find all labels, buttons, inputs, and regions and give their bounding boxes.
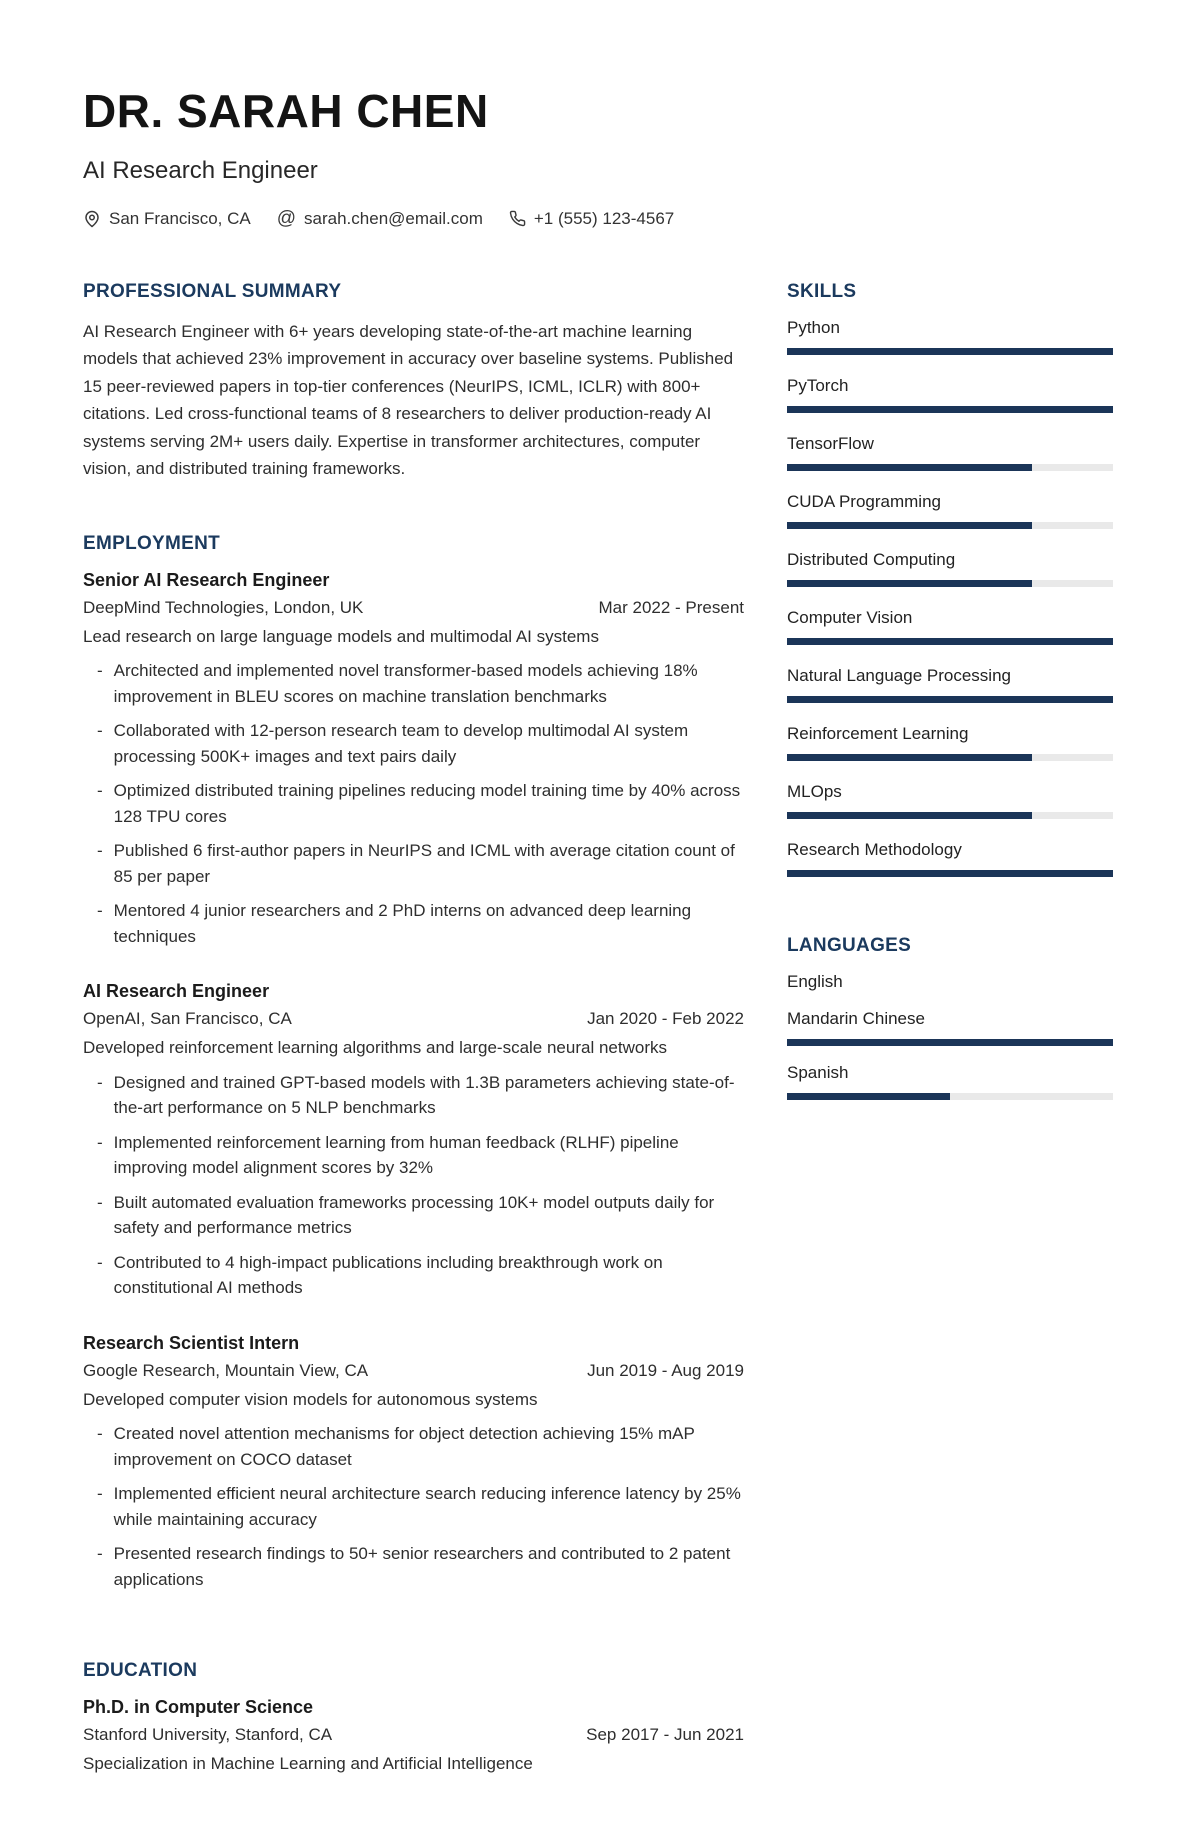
skill-label: Distributed Computing [787,549,956,569]
language-label: Mandarin Chinese [787,1008,925,1028]
skill-bar-fill [787,812,1032,819]
bullet-dash: - [97,1132,103,1152]
skill-item [787,840,1113,877]
job-company: Google Research, Mountain View, CA [83,1360,369,1380]
skill-bar-fill [787,348,1113,355]
skill-bar [787,580,1113,587]
bullet-text: Optimized distributed training pipelines reducing model training time by 40% across 128 TPU cores [113,781,741,826]
bullet-dash: - [97,661,103,681]
language-item [787,972,1113,992]
bullet-text: Collaborated with 12-person research team to develop multimodal AI system processing 500K+ images and text pairs daily [113,721,689,766]
skill-label: PyTorch [787,375,849,395]
bullet-dash: - [97,1484,103,1504]
bullet-text: Created novel attention mechanisms for object detection achieving 15% mAP improvement on COCO dataset [113,1424,695,1469]
employment-heading: EMPLOYMENT [83,532,221,554]
skill-label: Reinforcement Learning [787,723,969,743]
bullet-text: Mentored 4 junior researchers and 2 PhD interns on advanced deep learning techniques [113,901,692,946]
job-bullet [97,1250,744,1301]
skill-item [787,666,1113,703]
language-bar-fill [787,1093,950,1100]
section-professional-summary [83,281,744,483]
section-employment [83,533,744,1593]
skill-label: MLOps [787,781,842,801]
phone-icon [509,210,526,227]
bullet-text: Architected and implemented novel transformer-based models achieving 18% improvement in BLEU scores on machine translation benchmarks [113,661,698,706]
skill-bar [787,696,1113,703]
language-item [787,1063,1113,1100]
contact-row [83,209,1113,229]
main-column [83,281,744,1777]
skill-bar-fill [787,464,1032,471]
job-dates: Mar 2022 - Present [598,597,744,617]
skill-item [787,724,1113,761]
skill-bar [787,870,1113,877]
skill-bar [787,812,1113,819]
languages-heading: LANGUAGES [787,934,912,956]
job-entry [83,1333,744,1593]
job-bullet [97,1070,744,1121]
section-education [83,1660,744,1777]
job-lead: Developed computer vision models for autonomous systems [83,1389,538,1409]
skill-label: Research Methodology [787,839,962,859]
job-bullet [97,838,744,889]
job-bullet [97,1421,744,1472]
skill-bar-fill [787,580,1032,587]
language-bar [787,1039,1113,1046]
skill-label: TensorFlow [787,433,874,453]
skill-bar [787,638,1113,645]
language-bar-fill [787,1039,1113,1046]
bullet-dash: - [97,1252,103,1272]
person-name: DR. SARAH CHEN [83,85,489,137]
skill-label: Computer Vision [787,607,913,627]
bullet-text: Built automated evaluation frameworks processing 10K+ model outputs daily for safety and performance metrics [113,1192,715,1238]
skill-item [787,550,1113,587]
skill-item [787,492,1113,529]
job-entry [83,570,744,950]
skill-bar-fill [787,406,1113,413]
job-bullet [97,1541,744,1592]
skill-bar [787,348,1113,355]
job-company: DeepMind Technologies, London, UK [83,597,364,617]
skill-bar-fill [787,870,1113,877]
skill-item [787,376,1113,413]
bullet-dash: - [97,1072,103,1092]
language-label: English [787,971,843,991]
education-heading: EDUCATION [83,1660,198,1682]
skill-bar-fill [787,638,1113,645]
job-lead: Developed reinforcement learning algorithms and large-scale neural networks [83,1038,667,1058]
job-bullet [97,778,744,829]
skill-label: Python [787,317,840,337]
skills-heading: SKILLS [787,280,857,302]
bullet-dash: - [97,901,103,921]
skill-item [787,318,1113,355]
education-school: Stanford University, Stanford, CA [83,1725,333,1745]
bullet-dash: - [97,1424,103,1444]
contact-location [83,209,251,229]
job-bullet [97,718,744,769]
bullet-text: Implemented efficient neural architecture search reducing inference latency by 25% while maintaining accuracy [113,1484,741,1529]
bullet-dash: - [97,1544,103,1564]
job-dates: Jan 2020 - Feb 2022 [587,1009,744,1029]
bullet-text: Published 6 first-author papers in NeurIPS and ICML with average citation count of 85 per paper [113,841,735,886]
language-bar [787,1093,1113,1100]
skill-bar [787,754,1113,761]
bullet-text: Implemented reinforcement learning from human feedback (RLHF) pipeline improving model alignment scores by 32% [113,1132,679,1178]
skill-label: CUDA Programming [787,491,941,511]
section-skills [787,281,1113,877]
location-pin-icon [83,210,101,228]
contact-phone [509,209,674,229]
skill-bar [787,406,1113,413]
education-detail: Specialization in Machine Learning and Artificial Intelligence [83,1754,533,1774]
education-dates: Sep 2017 - Jun 2021 [586,1725,744,1745]
job-title: AI Research Engineer [83,981,270,1002]
job-company: OpenAI, San Francisco, CA [83,1009,292,1029]
job-title: Senior AI Research Engineer [83,569,330,590]
skill-item [787,434,1113,471]
skill-bar [787,522,1113,529]
job-bullet [97,1130,744,1181]
skill-bar-fill [787,696,1113,703]
skill-item [787,782,1113,819]
sidebar-column [787,281,1113,1777]
education-degree: Ph.D. in Computer Science [83,1697,314,1718]
skill-bar-fill [787,754,1032,761]
job-bullet [97,1190,744,1241]
contact-phone-text: +1 (555) 123-4567 [533,208,675,228]
job-title: Research Scientist Intern [83,1332,300,1353]
bullet-text: Contributed to 4 high-impact publications including breakthrough work on constitutional AI methods [113,1252,663,1298]
bullet-text: Designed and trained GPT-based models with 1.3B parameters achieving state-of-the-art performance on 5 NLP benchmarks [113,1072,735,1118]
skill-bar-fill [787,522,1032,529]
job-bullet [97,898,744,949]
skill-label: Natural Language Processing [787,665,1011,685]
job-entry [83,981,744,1301]
at-sign-icon: @ [276,208,297,230]
bullet-dash: - [97,781,103,801]
summary-text: AI Research Engineer with 6+ years developing state-of-the-art machine learning models that achieved 23% improvement in accuracy over baseline systems. Published 15 peer-reviewed papers in top-tier conferences (NeurIPS, ICML, ICLR) with 800+ citations. Led cross-functional teams of 8 researchers to deliver production-ready AI systems serving 2M+ users daily. Expertise in transformer architectures, computer vision, and distributed training frameworks. [83,321,734,479]
job-bullet [97,658,744,709]
contact-location-text: San Francisco, CA [109,208,251,228]
person-title: AI Research Engineer [83,156,318,184]
skill-item [787,608,1113,645]
skill-bar [787,464,1113,471]
bullet-dash: - [97,1192,103,1212]
job-bullet [97,1481,744,1532]
contact-email [277,209,483,229]
bullet-text: Presented research findings to 50+ senior researchers and contributed to 2 patent applications [113,1544,731,1589]
resume-header [83,86,1113,229]
contact-email-text: sarah.chen@email.com [304,208,483,228]
job-dates: Jun 2019 - Aug 2019 [587,1360,744,1380]
bullet-dash: - [97,721,103,741]
resume-body [83,281,1113,1777]
language-item [787,1009,1113,1046]
section-languages [787,935,1113,1100]
summary-heading: PROFESSIONAL SUMMARY [83,280,342,302]
language-label: Spanish [787,1062,849,1082]
job-lead: Lead research on large language models and multimodal AI systems [83,626,599,646]
bullet-dash: - [97,841,103,861]
